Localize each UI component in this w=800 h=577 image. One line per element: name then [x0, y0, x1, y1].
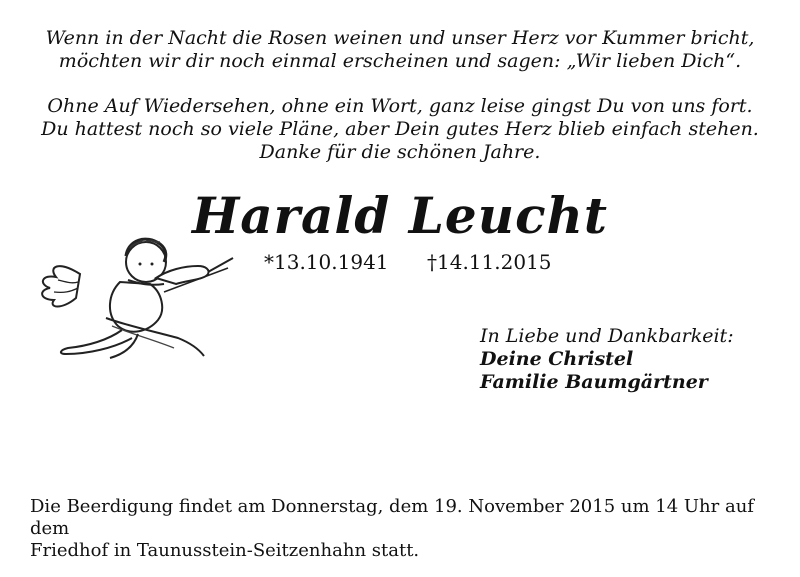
closing-greeting: In Liebe und Dankbarkeit:: [480, 325, 734, 347]
poem-line: Ohne Auf Wiedersehen, ohne ein Wort, ganz leise gingst Du von uns fort.: [47, 95, 753, 117]
poem-stanza-2: [0, 95, 800, 164]
funeral-line: Die Beerdigung findet am Donnerstag, dem 19. November 2015 um 14 Uhr auf dem: [30, 496, 754, 539]
poem-line: Du hattest noch so viele Pläne, aber Dein gutes Herz blieb einfach stehen.: [41, 118, 759, 140]
funeral-line: Friedhof in Taunusstein-Seitzenhahn statt.: [30, 540, 420, 561]
cherub-with-violin-icon: [28, 222, 243, 362]
signature-block: [480, 325, 734, 394]
death-date: †14.11.2015: [427, 250, 552, 274]
birth-date: *13.10.1941: [264, 250, 389, 274]
deceased-name: Harald Leucht: [192, 186, 608, 245]
mourner-name: Deine Christel: [480, 348, 634, 370]
poem-line: möchten wir dir noch einmal erscheinen und sagen: „Wir lieben Dich“.: [58, 50, 742, 72]
poem-line: Wenn in der Nacht die Rosen weinen und unser Herz vor Kummer bricht,: [45, 27, 755, 49]
mourner-name: Familie Baumgärtner: [480, 371, 708, 393]
funeral-notice: [30, 496, 770, 562]
poem-line: Danke für die schönen Jahre.: [259, 141, 541, 163]
poem-stanza-1: [0, 27, 800, 73]
